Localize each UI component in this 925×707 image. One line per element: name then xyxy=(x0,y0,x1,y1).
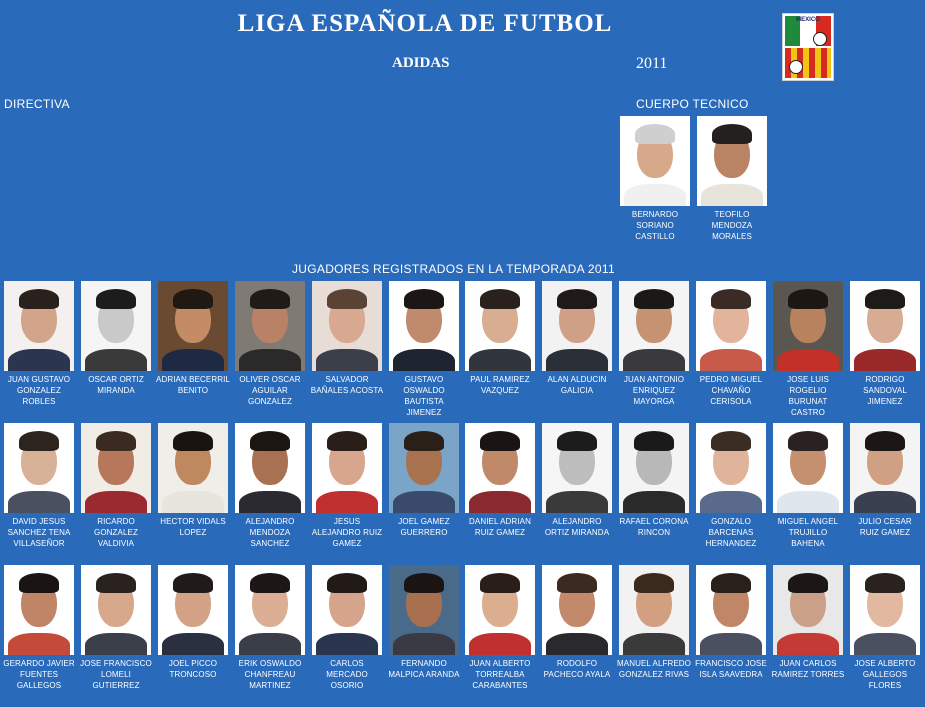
player-photo xyxy=(542,281,612,371)
player-card xyxy=(617,565,691,680)
player-name: DAVID JESUS SANCHEZ TENA VILLASEÑOR xyxy=(7,517,71,548)
player-photo xyxy=(619,565,689,655)
player-card xyxy=(463,423,537,538)
player-card xyxy=(617,423,691,538)
player-photo xyxy=(4,565,74,655)
player-photo xyxy=(850,281,920,371)
player-card xyxy=(233,281,307,407)
player-card xyxy=(310,565,384,691)
player-name: GONZALO BARCENAS HERNANDEZ xyxy=(705,517,757,548)
player-name: JOEL GAMEZ GUERRERO xyxy=(398,517,450,537)
player-photo xyxy=(389,565,459,655)
player-photo xyxy=(158,565,228,655)
coach-photo xyxy=(697,116,767,206)
player-name: JUAN CARLOS RAMIREZ TORRES xyxy=(771,659,845,679)
player-photo xyxy=(696,423,766,513)
player-card xyxy=(694,423,768,549)
player-card xyxy=(387,281,461,418)
player-card xyxy=(79,423,153,549)
player-name: HECTOR VIDALS LOPEZ xyxy=(160,517,226,537)
player-name: SALVADOR BAÑALES ACOSTA xyxy=(310,375,384,395)
player-card xyxy=(694,565,768,680)
player-name: OSCAR ORTIZ MIRANDA xyxy=(88,375,144,395)
player-name: JOSE ALBERTO GALLEGOS FLORES xyxy=(854,659,916,690)
player-card xyxy=(848,281,922,407)
coach-card xyxy=(695,116,769,242)
player-card xyxy=(2,281,76,407)
player-photo xyxy=(312,565,382,655)
player-name: GERARDO JAVIER FUENTES GALLEGOS xyxy=(3,659,75,690)
mexico-crest-logo xyxy=(782,13,834,81)
player-photo xyxy=(389,281,459,371)
player-card xyxy=(540,423,614,538)
player-photo xyxy=(465,565,535,655)
player-photo xyxy=(773,565,843,655)
player-name: JESUS ALEJANDRO RUIZ GAMEZ xyxy=(311,517,383,548)
crest-label: MEXICO xyxy=(796,17,820,23)
player-card xyxy=(463,281,537,396)
player-photo xyxy=(465,281,535,371)
player-name: ERIK OSWALDO CHANFREAU MARTINEZ xyxy=(238,659,302,690)
player-photo xyxy=(81,423,151,513)
coach-photo xyxy=(620,116,690,206)
cuerpo-tecnico-heading: CUERPO TECNICO xyxy=(636,97,749,111)
soccer-ball-icon xyxy=(789,60,803,74)
player-photo xyxy=(235,423,305,513)
player-name: ALEJANDRO ORTIZ MIRANDA xyxy=(544,517,610,537)
player-card xyxy=(79,565,153,691)
player-photo xyxy=(465,423,535,513)
player-name: JUAN ANTONIO ENRIQUEZ MAYORGA xyxy=(623,375,685,406)
coach-name: BERNARDO SORIANO CASTILLO xyxy=(631,210,679,241)
directiva-heading: DIRECTIVA xyxy=(4,97,70,111)
player-card xyxy=(233,565,307,691)
player-photo xyxy=(4,281,74,371)
player-name: DANIEL ADRIAN RUIZ GAMEZ xyxy=(469,517,531,537)
player-photo xyxy=(81,281,151,371)
player-name: PAUL RAMIREZ VAZQUEZ xyxy=(470,375,530,395)
coach-name: TEOFILO MENDOZA MORALES xyxy=(711,210,753,241)
season-year: 2011 xyxy=(636,55,668,72)
player-card xyxy=(387,565,461,680)
player-card xyxy=(848,423,922,538)
player-photo xyxy=(312,281,382,371)
player-name: CARLOS MERCADO OSORIO xyxy=(326,659,368,690)
player-card xyxy=(540,281,614,396)
player-photo xyxy=(619,423,689,513)
player-name: JUAN GUSTAVO GONZALEZ ROBLES xyxy=(7,375,71,406)
player-photo xyxy=(235,565,305,655)
jugadores-heading: JUGADORES REGISTRADOS EN LA TEMPORADA 2011 xyxy=(292,262,615,276)
player-card xyxy=(617,281,691,407)
player-card xyxy=(310,281,384,396)
player-name: FRANCISCO JOSE ISLA SAAVEDRA xyxy=(695,659,767,679)
player-card xyxy=(233,423,307,549)
player-card xyxy=(771,565,845,680)
player-card xyxy=(310,423,384,549)
player-name: JOSE FRANCISCO LOMELI GUTIERREZ xyxy=(80,659,152,690)
player-name: JOEL PICCO TRONCOSO xyxy=(168,659,218,679)
player-card xyxy=(387,423,461,538)
player-photo xyxy=(542,565,612,655)
player-photo xyxy=(619,281,689,371)
player-name: RODOLFO PACHECO AYALA xyxy=(543,659,611,679)
player-card xyxy=(156,423,230,538)
player-photo xyxy=(158,281,228,371)
page-title: LIGA ESPAÑOLA DE FUTBOL xyxy=(237,10,613,37)
player-photo xyxy=(542,423,612,513)
player-card xyxy=(2,423,76,549)
sponsor-label: ADIDAS xyxy=(392,55,450,71)
player-name: ADRIAN BECERRIL BENITO xyxy=(156,375,230,395)
player-card xyxy=(771,423,845,549)
player-name: FERNANDO MALPICA ARANDA xyxy=(388,659,460,679)
player-photo xyxy=(4,423,74,513)
player-name: RICARDO GONZALEZ VALDIVIA xyxy=(94,517,138,548)
player-card xyxy=(848,565,922,691)
player-photo xyxy=(696,281,766,371)
player-name: ALAN ALDUCIN GALICIA xyxy=(547,375,607,395)
player-photo xyxy=(389,423,459,513)
player-card xyxy=(771,281,845,418)
player-photo xyxy=(312,423,382,513)
player-photo xyxy=(81,565,151,655)
player-name: GUSTAVO OSWALDO BAUTISTA JIMENEZ xyxy=(403,375,445,417)
player-name: JOSE LUIS ROGELIO BURUNAT CASTRO xyxy=(787,375,829,417)
player-name: OLIVER OSCAR AGUILAR GONZALEZ xyxy=(239,375,301,406)
player-name: PEDRO MIGUEL CHAVAÑO CERISOLA xyxy=(699,375,763,406)
player-photo xyxy=(158,423,228,513)
player-name: RODRIGO SANDOVAL JIMENEZ xyxy=(863,375,907,406)
player-card xyxy=(156,565,230,680)
player-photo xyxy=(696,565,766,655)
player-card xyxy=(156,281,230,396)
player-name: MANUEL ALFREDO GONZALEZ RIVAS xyxy=(617,659,692,679)
player-card xyxy=(694,281,768,407)
player-card xyxy=(2,565,76,691)
player-photo xyxy=(773,281,843,371)
player-name: JUAN ALBERTO TORREALBA CARABANTES xyxy=(469,659,531,690)
player-photo xyxy=(773,423,843,513)
player-name: JULIO CESAR RUIZ GAMEZ xyxy=(858,517,912,537)
player-photo xyxy=(235,281,305,371)
player-card xyxy=(540,565,614,680)
player-photo xyxy=(850,565,920,655)
player-photo xyxy=(850,423,920,513)
coach-card xyxy=(618,116,692,242)
player-name: RAFAEL CORONA RINCON xyxy=(619,517,689,537)
player-name: MIGUEL ANGEL TRUJILLO BAHENA xyxy=(777,517,839,548)
player-card xyxy=(79,281,153,396)
player-name: ALEJANDRO MENDOZA SANCHEZ xyxy=(245,517,295,548)
soccer-ball-icon xyxy=(813,32,827,46)
player-card xyxy=(463,565,537,691)
